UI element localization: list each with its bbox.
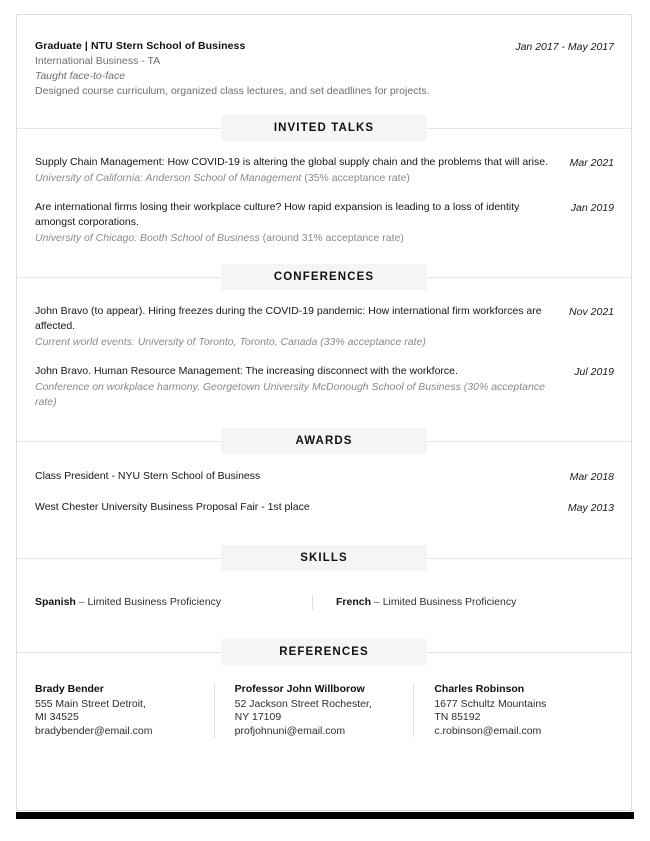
reference-name: Professor John Willborow xyxy=(234,683,365,695)
award-date: May 2013 xyxy=(567,502,614,514)
section-spacer xyxy=(17,410,631,428)
reference-address-line1: 52 Jackson Street Rochester, xyxy=(234,697,372,710)
award-title: West Chester University Business Proposal Fair - 1st place xyxy=(35,501,310,513)
reference-address-line1: 1677 Schultz Mountains xyxy=(434,697,547,710)
reference-name: Charles Robinson xyxy=(434,683,525,695)
conference-date: Nov 2021 xyxy=(569,306,614,318)
conference-item xyxy=(17,290,631,350)
conference-title: John Bravo. Human Resource Management: The increasing disconnect with the workforce. xyxy=(35,365,458,377)
references-row xyxy=(17,665,631,738)
skill-item xyxy=(35,595,312,610)
section-header-awards xyxy=(17,428,631,454)
education-note: Taught face-to-face xyxy=(35,70,126,82)
education-entry-heading xyxy=(35,39,501,54)
section-spacer xyxy=(17,610,631,639)
invited-talk-date: Mar 2021 xyxy=(569,157,614,169)
section-header-invited-talks xyxy=(17,115,631,141)
reference-address-line1: 555 Main Street Detroit, xyxy=(35,697,146,710)
skill-name: Spanish xyxy=(35,596,76,608)
section-title-conferences: CONFERENCES xyxy=(273,271,375,283)
conference-venue-line xyxy=(35,380,560,410)
reference-item xyxy=(35,683,214,738)
skill-item xyxy=(312,595,613,610)
conference-venue-line xyxy=(35,335,555,350)
section-title-band xyxy=(221,639,427,665)
invited-talk-venue-line xyxy=(35,231,557,246)
skill-name: French xyxy=(336,596,372,608)
award-item xyxy=(17,454,631,485)
section-spacer xyxy=(17,516,631,545)
invited-talk-item xyxy=(17,186,631,246)
section-header-references xyxy=(17,639,631,665)
reference-name: Brady Bender xyxy=(35,683,104,695)
skill-dash: – xyxy=(75,596,88,608)
skill-level: Limited Business Proficiency xyxy=(382,596,517,608)
skill-dash: – xyxy=(371,596,383,608)
award-date: Mar 2018 xyxy=(569,471,614,483)
section-title-invited-talks: INVITED TALKS xyxy=(273,122,375,134)
section-header-conferences xyxy=(17,264,631,290)
section-title-band xyxy=(221,264,427,290)
reference-address-line2: NY 17109 xyxy=(234,711,282,723)
section-title-skills: SKILLS xyxy=(300,552,348,564)
skills-row xyxy=(17,571,631,610)
page-bottom-bar xyxy=(16,812,634,819)
education-degree: Graduate xyxy=(35,40,82,52)
invited-talk-title: Supply Chain Management: How COVID-19 is altering the global supply chain and the problems that will arise. xyxy=(35,156,549,168)
award-body xyxy=(35,469,556,484)
conference-venue: Current world events. University of Toronto, Toronto, Canada (33% acceptance rate) xyxy=(35,336,426,348)
conference-venue: Conference on workplace harmony. Georgetown University McDonough School of Business (30% acceptance rate) xyxy=(35,381,545,408)
education-entry-body xyxy=(35,39,501,99)
invited-talk-item xyxy=(17,141,631,186)
reference-email[interactable]: c.robinson@email.com xyxy=(434,724,542,737)
invited-talk-body xyxy=(35,200,557,246)
invited-talk-acceptance-rate: (around 31% acceptance rate) xyxy=(259,232,404,244)
section-header-skills xyxy=(17,545,631,571)
conference-title: John Bravo (to appear). Hiring freezes during the COVID-19 pandemic: How international firm workforces are affected. xyxy=(35,305,542,332)
education-date: Jan 2017 - May 2017 xyxy=(515,41,614,53)
resume-page xyxy=(16,14,632,811)
conference-item xyxy=(17,350,631,410)
invited-talk-venue-line xyxy=(35,171,556,186)
section-title-awards: AWARDS xyxy=(295,435,353,447)
education-entry xyxy=(17,15,631,115)
invited-talk-venue: University of Chicago: Booth School of Business xyxy=(35,232,260,244)
reference-item xyxy=(214,683,414,738)
section-title-band xyxy=(221,545,427,571)
education-separator: | xyxy=(84,40,88,52)
reference-item xyxy=(413,683,613,738)
award-body xyxy=(35,500,554,515)
reference-address-line2: MI 34525 xyxy=(35,711,79,723)
section-title-references: REFERENCES xyxy=(279,646,369,658)
section-title-band xyxy=(221,428,427,454)
conference-body xyxy=(35,304,555,350)
invited-talk-venue: University of California: Anderson School of Management xyxy=(35,172,302,184)
invited-talk-acceptance-rate: (35% acceptance rate) xyxy=(301,172,410,184)
skill-level: Limited Business Proficiency xyxy=(87,596,222,608)
award-title: Class President - NYU Stern School of Business xyxy=(35,470,261,482)
education-subtitle: International Business - TA xyxy=(35,55,161,67)
conference-date: Jul 2019 xyxy=(574,366,614,378)
award-item xyxy=(17,485,631,516)
reference-email[interactable]: bradybender@email.com xyxy=(35,724,153,737)
reference-email[interactable]: profjohnuni@email.com xyxy=(234,724,346,737)
reference-address-line2: TN 85192 xyxy=(434,711,481,723)
education-institution: NTU Stern School of Business xyxy=(90,40,246,52)
invited-talk-title: Are international firms losing their workplace culture? How rapid expansion is leading to a loss of identity amongst corporations. xyxy=(35,201,520,228)
conference-body xyxy=(35,364,560,410)
section-title-band xyxy=(221,115,427,141)
invited-talk-date: Jan 2019 xyxy=(570,202,614,214)
section-spacer xyxy=(17,246,631,264)
invited-talk-body xyxy=(35,155,556,186)
education-description: Designed course curriculum, organized class lectures, and set deadlines for projects. xyxy=(35,85,430,97)
